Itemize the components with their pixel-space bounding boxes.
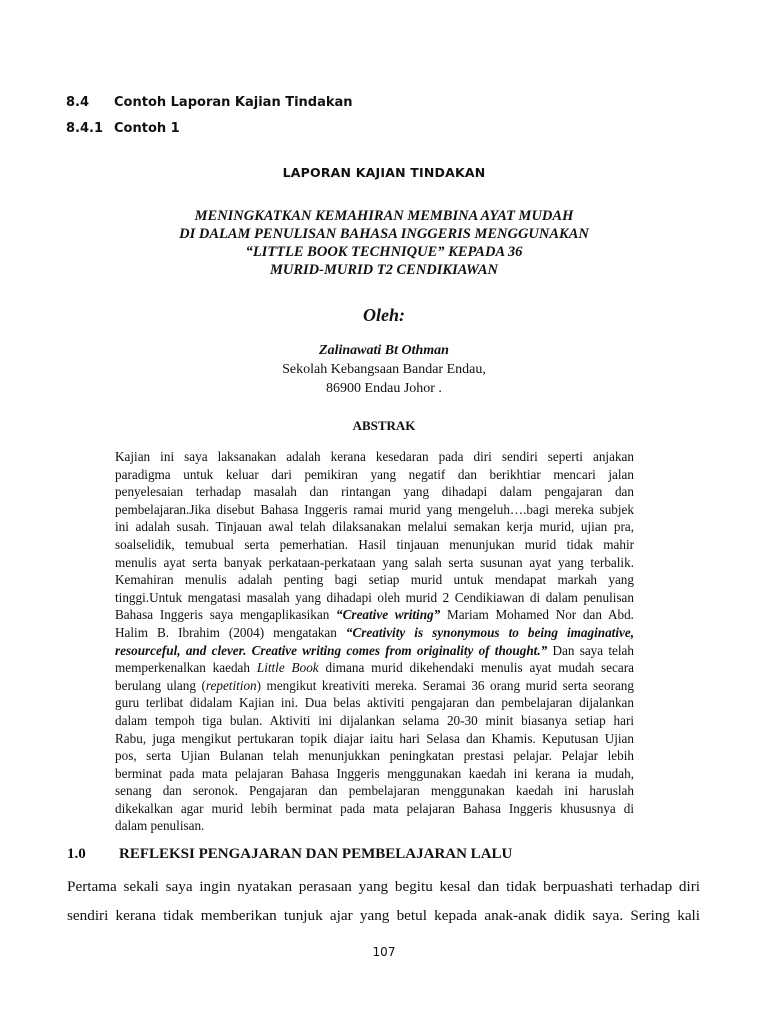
abstract-line: Kajian ini saya laksanakan adalah kerana kesedaran pada diri sendiri seperti anjakan	[115, 449, 634, 464]
abstract-line: soalselidik, temubual serta pemerhatian. Hasil tinjauan menunjukan murid tidak mahir	[115, 536, 634, 552]
abstract-line: tinggi.Untuk mengatasi masalah yang dihadapi oleh murid 2 Cendikiawan di dalam penulisan	[115, 589, 634, 605]
abstract-line: dikekalkan agar murid lebih berminat pada mata pelajaran Bahasa Inggeris khususnya di	[115, 800, 634, 816]
abstract-line: Bahasa Inggeris saya mengaplikasikan “Creative writing” Mariam Mohamed Nor dan Abd.	[115, 607, 634, 623]
abstract-line: Rabu, juga mengikut pertukaran topik diajar iaitu hari Selasa dan Khamis. Keputusan Ujian	[115, 730, 634, 746]
abstract-line: memperkenalkan kaedah Little Book dimana murid dikehendaki menulis ayat mudah secara	[115, 660, 634, 676]
section-heading-1-0	[67, 846, 512, 863]
body-line: sendiri kerana tidak memberikan tunjuk ajar yang betul kepada anak-anak didik saya. Sering kali	[67, 907, 700, 924]
author-address: 86900 Endau Johor .	[326, 381, 442, 396]
section-number: 8.4.1	[66, 121, 104, 136]
abstract-line: pembelajaran.Jika disebut Bahasa Inggeris ramai murid yang mengeluh….bagi mereka subjek	[115, 501, 634, 517]
author-name: Zalinawati Bt Othman	[319, 343, 449, 358]
main-title	[0, 207, 768, 279]
section-heading-8-4-1	[66, 121, 180, 136]
section-title: REFLEKSI PENGAJARAN DAN PEMBELAJARAN LALU	[119, 846, 513, 862]
emphasis-text: “Creative writing”	[336, 607, 441, 623]
body-paragraph	[67, 872, 700, 930]
section-title: Contoh 1	[114, 121, 180, 136]
abstract-line: penyelesaian terhadap masalah dan rintangan yang dihadapi dalam pengajaran dan	[115, 484, 634, 500]
emphasis-text: resourceful, and clever. Creative writing comes from originality of thought.”	[115, 642, 548, 658]
main-title-line: DI DALAM PENULISAN BAHASA INGGERIS MENGGUNAKAN	[179, 226, 589, 242]
main-title-line: MURID-MURID T2 CENDIKIAWAN	[269, 262, 499, 278]
abstract-heading: ABSTRAK	[352, 418, 416, 433]
section-heading-8-4	[66, 95, 353, 110]
abstract-line: berminat pada mata pelajaran Bahasa Inggeris menggunakan kaedah ini kerana ia mudah,	[115, 765, 634, 781]
abstract-body	[115, 448, 634, 835]
section-title: Contoh Laporan Kajian Tindakan	[114, 95, 353, 110]
abstract-line: dalam tempoh tiga bulan. Aktiviti ini dijalankan selama 20-30 minit biasanya setiap hari	[115, 712, 634, 728]
abstract-line: pos, serta Ujian Bulanan telah menunjukkan peningkatan prestasi pelajar. Pelajar lebih	[115, 748, 634, 764]
main-title-line: “LITTLE BOOK TECHNIQUE” KEPADA 36	[245, 244, 523, 260]
abstract-line: resourceful, and clever. Creative writing comes from originality of thought.” Dan saya telah	[115, 642, 635, 658]
page-number: 107	[372, 945, 396, 959]
report-title: LAPORAN KAJIAN TINDAKAN	[282, 165, 486, 180]
main-title-line: MENINGKATKAN KEMAHIRAN MEMBINA AYAT MUDAH	[194, 208, 574, 224]
abstract-line: menulis ayat serta banyak perkataan-perkataan yang salah serta susunan ayat yang terbalik.	[115, 554, 634, 570]
abstract-line: dalam penulisan.	[115, 818, 205, 834]
abstract-line: Halim B. Ibrahim (2004) mengatakan “Creativity is synonymous to being imaginative,	[115, 624, 635, 640]
abstract-line: guru terlibat didalam Kajian ini. Dua belas aktiviti pengajaran dan pembelajaran dijalankan	[115, 695, 634, 711]
abstract-line: senang dan seronok. Pengajaran dan pembelajaran menggunakan kaedah ini haruslah	[115, 783, 634, 799]
emphasis-text: Little Book	[256, 660, 319, 676]
section-number: 8.4	[66, 95, 90, 110]
emphasis-text: repetition	[205, 677, 257, 693]
abstract-line: berulang ulang (repetition) mengikut kreativiti mereka. Seramai 36 orang murid serta seorang	[115, 677, 634, 693]
author-block	[0, 341, 768, 398]
abstract-line: ini adalah susah. Tinjauan awal telah dilaksanakan melalui semakan kerja murid, ujian pra,	[115, 519, 634, 535]
abstract-line: paradigma untuk keluar dari pemikiran yang negatif dan berikhtiar mencari jalan	[115, 466, 634, 482]
author-school: Sekolah Kebangsaan Bandar Endau,	[282, 362, 486, 377]
emphasis-text: “Creativity is synonymous to being imaginative,	[345, 624, 635, 640]
body-line: Pertama sekali saya ingin nyatakan perasaan yang begitu kesal dan tidak berpuashati terhadap diri	[67, 878, 700, 895]
section-number: 1.0	[67, 846, 86, 862]
oleh-label: Oleh:	[363, 305, 405, 325]
abstract-line: Kemahiran menulis adalah penting bagi setiap murid untuk mendapat markah yang	[115, 572, 634, 588]
